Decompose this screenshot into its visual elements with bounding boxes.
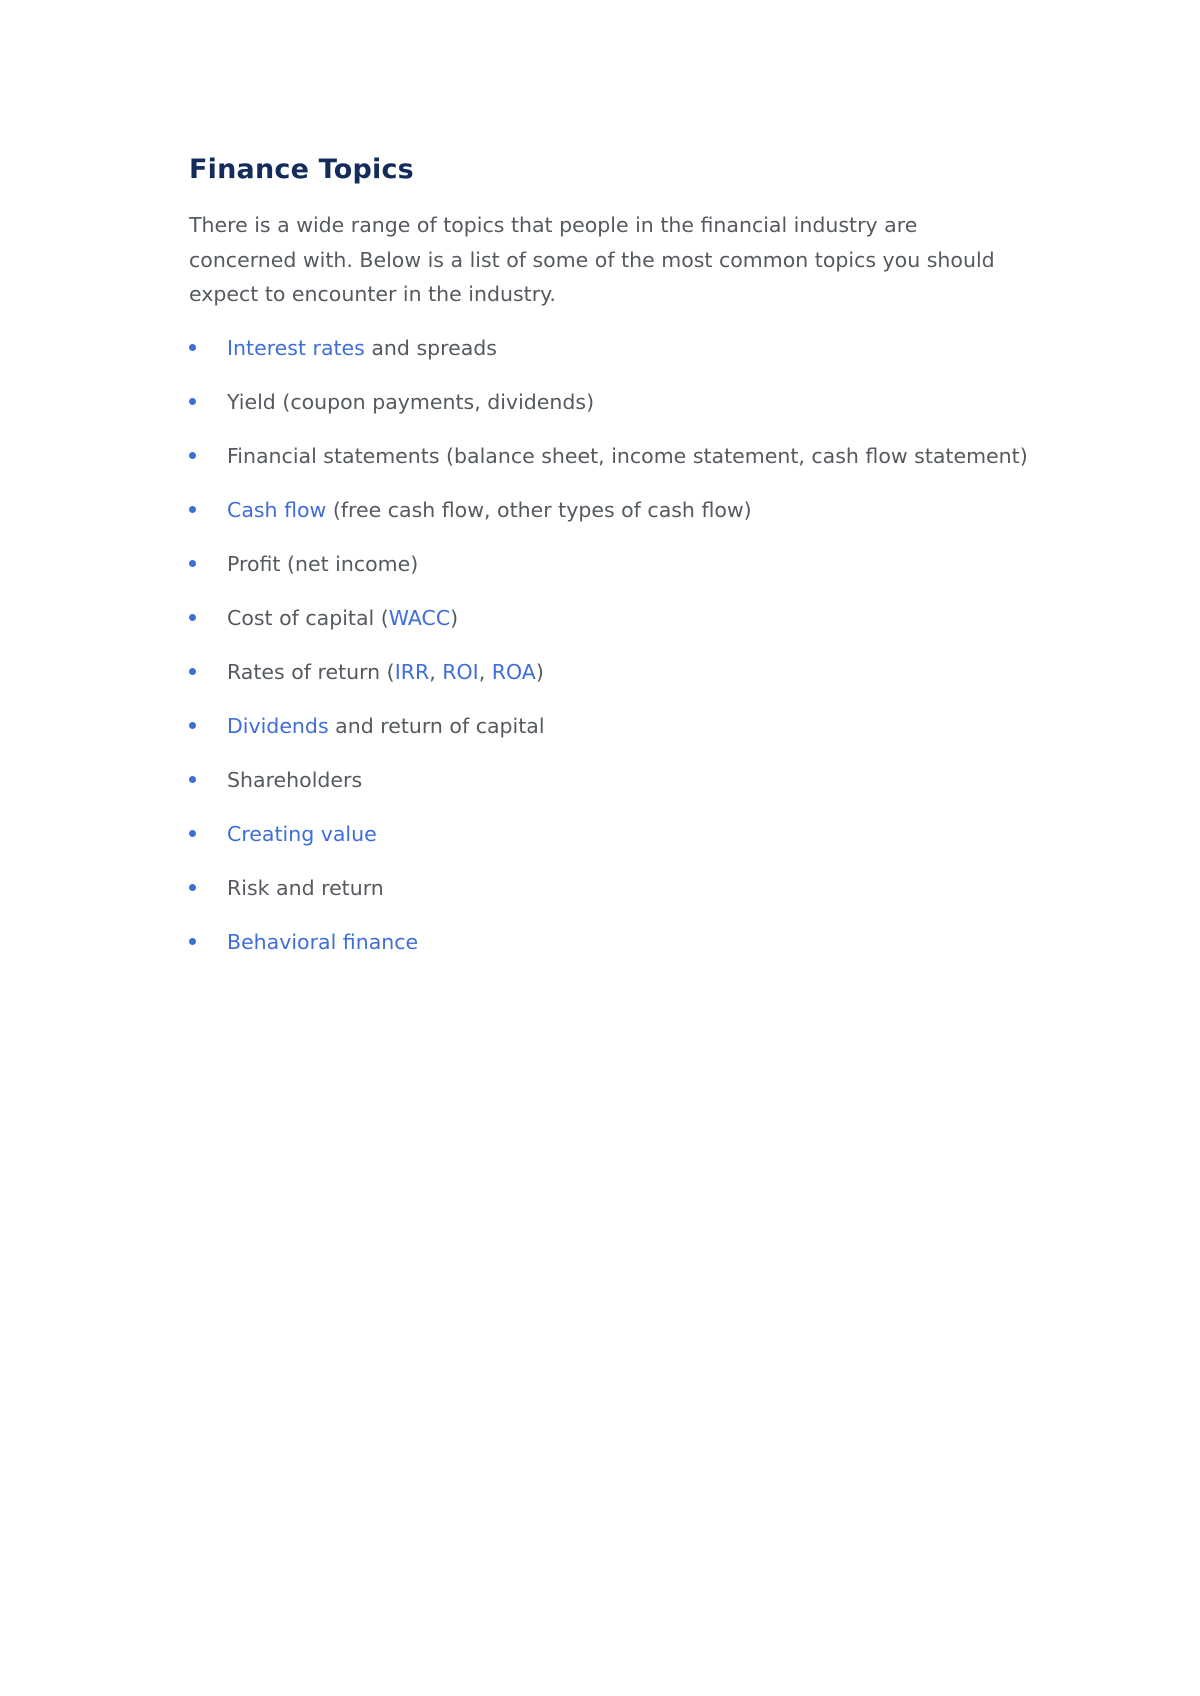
topic-text: Risk and return (227, 875, 384, 900)
topic-text: Yield (coupon payments, dividends) (227, 389, 595, 414)
topic-link[interactable]: Behavioral finance (227, 929, 419, 954)
bullet-icon (189, 344, 196, 351)
topic-text: , (429, 659, 443, 684)
topic-text: , (478, 659, 492, 684)
bullet-icon (189, 560, 196, 567)
list-item (189, 764, 1019, 818)
list-item (189, 494, 1019, 548)
bullet-icon (189, 506, 196, 513)
topic-text: Profit (net income) (227, 551, 419, 576)
topic-link[interactable]: Dividends (227, 713, 329, 738)
bullet-icon (189, 884, 196, 891)
topic-list (189, 332, 1028, 980)
list-item (189, 926, 1019, 980)
topic-link[interactable]: IRR (394, 659, 430, 684)
bullet-icon (189, 776, 196, 783)
bullet-icon (189, 614, 196, 621)
list-item (189, 548, 1019, 602)
list-item (189, 872, 1019, 926)
topic-text: Cost of capital ( (227, 605, 389, 630)
topic-link[interactable]: ROI (442, 659, 479, 684)
document-page (189, 150, 1028, 980)
list-item (189, 710, 1019, 764)
topic-text: (free cash flow, other types of cash flow) (326, 497, 752, 522)
topic-text: Shareholders (227, 767, 363, 792)
bullet-icon (189, 452, 196, 459)
bullet-icon (189, 722, 196, 729)
topic-text: ) (450, 605, 459, 630)
topic-text: and spreads (364, 335, 497, 360)
topic-text: and return of capital (328, 713, 545, 738)
bullet-icon (189, 668, 196, 675)
list-item (189, 602, 1019, 656)
list-item (189, 818, 1019, 872)
list-item (189, 656, 1019, 710)
topic-text: ) (535, 659, 544, 684)
bullet-icon (189, 830, 196, 837)
topic-link[interactable]: Creating value (227, 821, 377, 846)
topic-link[interactable]: WACC (388, 605, 451, 630)
topic-link[interactable]: Interest rates (227, 335, 365, 360)
list-item (189, 386, 1019, 440)
topic-text: Financial statements (balance sheet, income statement, cash flow statement) (227, 443, 1028, 468)
topic-text: Rates of return ( (227, 659, 395, 684)
topic-link[interactable]: ROA (491, 659, 536, 684)
list-item (189, 332, 1019, 386)
list-item (189, 440, 1028, 494)
page-title: Finance Topics (189, 154, 414, 185)
bullet-icon (189, 398, 196, 405)
intro-paragraph: There is a wide range of topics that people in the financial industry are concerned with. Below is a list of some of the most common topics you should expect to encounter in the industry. (189, 213, 995, 306)
bullet-icon (189, 938, 196, 945)
topic-link[interactable]: Cash flow (227, 497, 327, 522)
